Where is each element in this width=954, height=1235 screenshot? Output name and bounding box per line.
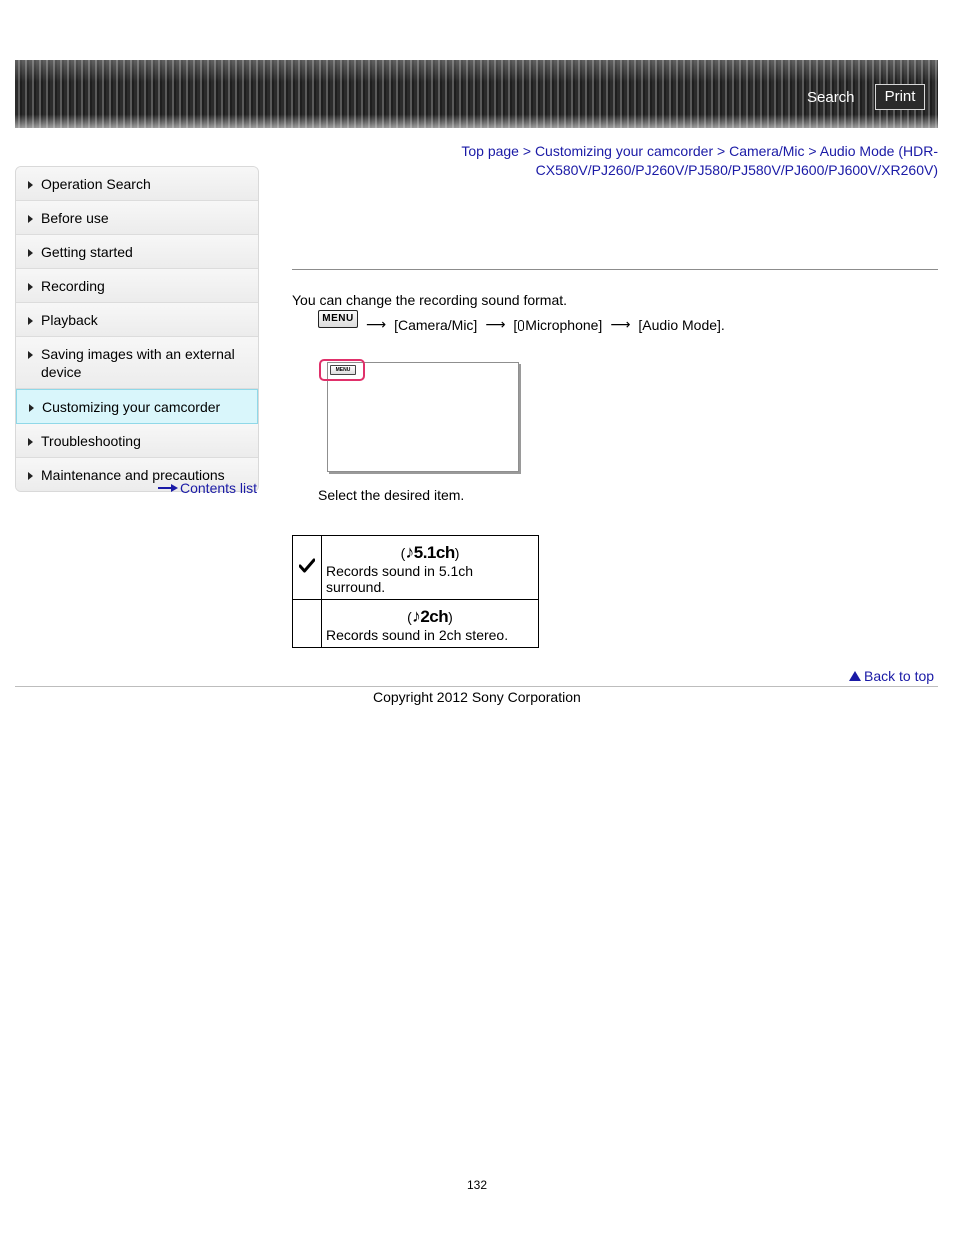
sidebar-item-customizing[interactable] xyxy=(16,389,258,424)
sidebar-item-troubleshooting[interactable] xyxy=(16,424,258,458)
breadcrumb-separator: > xyxy=(804,143,820,159)
options-table xyxy=(292,535,539,648)
copyright: Copyright 2012 Sony Corporation xyxy=(373,689,581,705)
triangle-right-icon xyxy=(28,249,33,257)
triangle-right-icon xyxy=(29,404,34,412)
option-heading: (♪5.1ch) xyxy=(400,542,460,562)
sidebar-item-label: Before use xyxy=(41,210,109,226)
sidebar-item-label: Maintenance and precautions xyxy=(41,467,225,483)
footer-divider xyxy=(15,686,938,687)
print-button[interactable]: Print xyxy=(875,84,925,110)
audio-2ch-icon: ♪2ch xyxy=(411,606,449,626)
step-camera-mic: [Camera/Mic] xyxy=(394,316,478,333)
triangle-right-icon xyxy=(28,317,33,325)
breadcrumb-customizing[interactable]: Customizing your camcorder xyxy=(534,143,714,159)
sidebar-item-label: Saving images with an external device xyxy=(41,346,235,380)
option-5-1ch xyxy=(322,536,539,600)
breadcrumb-separator: > xyxy=(713,143,730,159)
triangle-right-icon xyxy=(28,181,33,189)
step-2: Select the desired item. xyxy=(318,487,465,503)
audio-icon-label: 2ch xyxy=(420,607,449,626)
triangle-up-icon xyxy=(849,671,861,681)
audio-icon-label: 5.1ch xyxy=(413,543,455,562)
sidebar-item-label: Recording xyxy=(41,278,105,294)
sidebar-item-label: Operation Search xyxy=(41,176,151,192)
arrow-right-icon xyxy=(158,484,178,492)
breadcrumb-camera-mic[interactable]: Camera/Mic xyxy=(729,143,805,159)
selected-cell xyxy=(293,536,322,600)
menu-highlight-outline xyxy=(319,359,365,381)
arrow-right-icon: ⟶ xyxy=(485,316,506,332)
breadcrumb-separator: > xyxy=(518,143,535,159)
audio-5-1ch-icon: ♪5.1ch xyxy=(405,542,455,562)
checkmark-icon xyxy=(299,558,315,574)
microphone-icon xyxy=(518,320,524,331)
step-1 xyxy=(318,312,725,333)
breadcrumb-current: Audio Mode (HDR-CX580V/PJ260/PJ260V/PJ580/PJ580V/PJ600/PJ600V/XR260V) xyxy=(535,143,938,178)
back-to-top-link[interactable] xyxy=(849,668,934,684)
table-row xyxy=(293,600,539,648)
title-divider xyxy=(292,269,938,270)
header-bar xyxy=(15,60,938,128)
option-2ch xyxy=(322,600,539,648)
triangle-right-icon xyxy=(28,215,33,223)
search-link[interactable]: Search xyxy=(807,89,855,106)
arrow-right-icon: ⟶ xyxy=(610,316,631,332)
option-description: Records sound in 5.1ch surround. xyxy=(326,563,474,595)
sidebar-item-before-use[interactable] xyxy=(16,201,258,235)
page-number: 132 xyxy=(466,1178,488,1192)
back-to-top-label[interactable]: Back to top xyxy=(864,668,935,684)
step-microphone: Microphone] xyxy=(525,316,603,333)
selected-cell xyxy=(293,600,322,648)
sidebar-nav xyxy=(15,166,259,492)
sidebar-item-operation-search[interactable] xyxy=(16,167,258,201)
table-row xyxy=(293,536,539,600)
contents-list-link[interactable] xyxy=(158,480,257,496)
intro-text: You can change the recording sound format. xyxy=(292,292,568,308)
triangle-right-icon xyxy=(28,472,33,480)
option-heading: (♪2ch) xyxy=(407,606,453,626)
contents-list-label[interactable]: Contents list xyxy=(180,480,258,496)
sidebar-item-playback[interactable] xyxy=(16,303,258,337)
breadcrumb-top-page[interactable]: Top page xyxy=(461,143,519,159)
sidebar-item-label: Customizing your camcorder xyxy=(42,399,221,415)
triangle-right-icon xyxy=(28,351,33,359)
sidebar-item-label: Troubleshooting xyxy=(41,433,141,449)
arrow-right-icon: ⟶ xyxy=(366,316,387,332)
sidebar-item-getting-started[interactable] xyxy=(16,235,258,269)
sidebar-item-saving-images[interactable] xyxy=(16,337,258,389)
sidebar-item-label: Getting started xyxy=(41,244,133,260)
step-audio-mode: [Audio Mode]. xyxy=(638,316,725,333)
sidebar-item-recording[interactable] xyxy=(16,269,258,303)
option-description: Records sound in 2ch stereo. xyxy=(326,627,509,643)
sidebar-item-label: Playback xyxy=(41,312,98,328)
screen-menu-button-icon: MENU xyxy=(330,365,356,375)
menu-button-icon: MENU xyxy=(318,310,358,328)
triangle-right-icon xyxy=(28,283,33,291)
triangle-right-icon xyxy=(28,438,33,446)
breadcrumb xyxy=(440,142,938,180)
step-microphone-bracket: [ xyxy=(513,316,518,333)
